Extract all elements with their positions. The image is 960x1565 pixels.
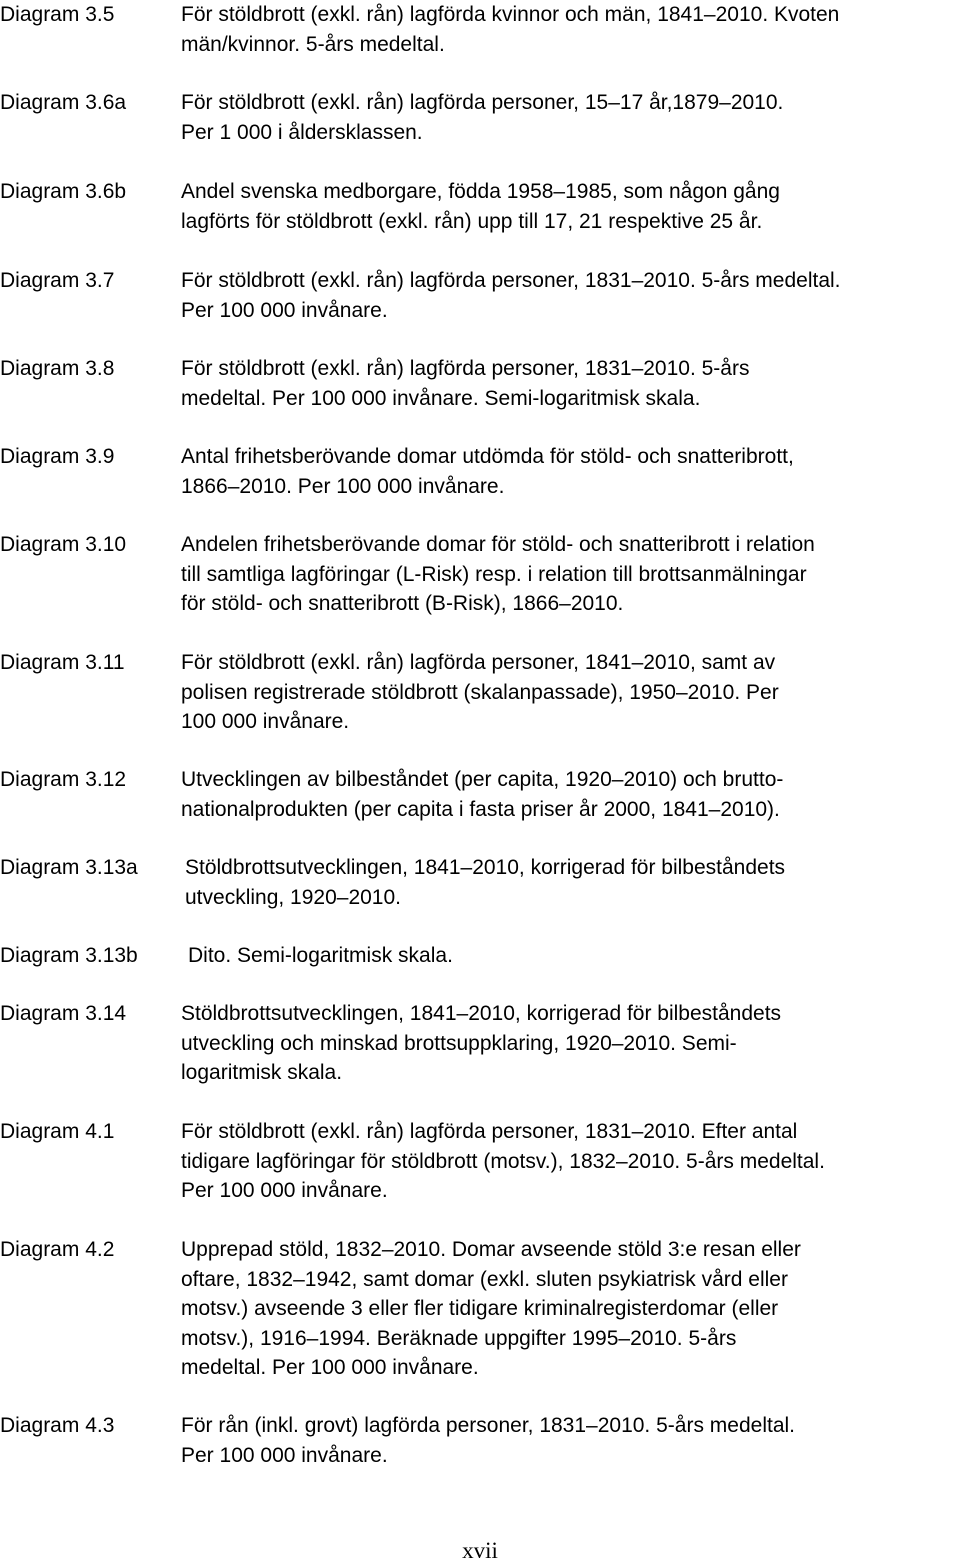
diagram-label: Diagram 3.13b (0, 944, 138, 967)
description-line: Dito. Semi-logaritmisk skala. (188, 944, 453, 967)
diagram-description (181, 266, 960, 325)
description-line: män/kvinnor. 5-års medeltal. (181, 32, 445, 56)
description-line: Stöldbrottsutvecklingen, 1841–2010, korrigerad för bilbeståndets (185, 856, 786, 879)
diagram-description (181, 648, 960, 737)
description-line: logaritmisk skala. (181, 1061, 343, 1084)
diagram-description (181, 88, 960, 147)
description-line: Stöldbrottsutvecklingen, 1841–2010, korrigerad för bilbeståndets (181, 1002, 782, 1025)
diagram-description (181, 530, 960, 619)
description-line: lagförts för stöldbrott (exkl. rån) upp till 17, 21 respektive 25 år. (181, 209, 763, 233)
diagram-description (181, 442, 960, 501)
description-line: Utvecklingen av bilbeståndet (per capita, 1920–2010) och brutto- (181, 768, 784, 791)
description-line: utveckling, 1920–2010. (185, 885, 401, 909)
diagram-label: Diagram 4.1 (0, 1120, 115, 1143)
description-line: medeltal. Per 100 000 invånare. Semi-logaritmisk skala. (181, 386, 701, 410)
diagram-label: Diagram 4.2 (0, 1238, 115, 1261)
description-line: tidigare lagföringar för stöldbrott (motsv.), 1832–2010. 5-års medeltal. (181, 1149, 825, 1173)
diagram-label: Diagram 3.5 (0, 3, 115, 26)
description-line: motsv.), 1916–1994. Beräknade uppgifter 1995–2010. 5-års (181, 1326, 737, 1350)
diagram-label: Diagram 3.8 (0, 357, 115, 380)
description-line: Per 1 000 i åldersklassen. (181, 120, 423, 144)
diagram-label: Diagram 3.11 (0, 651, 125, 674)
description-line: För rån (inkl. grovt) lagförda personer, 1831–2010. 5-års medeltal. (181, 1414, 795, 1437)
description-line: polisen registrerade stöldbrott (skalanpassade), 1950–2010. Per (181, 680, 779, 704)
diagram-label: Diagram 3.9 (0, 445, 115, 468)
diagram-description (188, 941, 960, 971)
description-line: För stöldbrott (exkl. rån) lagförda personer, 1831–2010. Efter antal (181, 1120, 798, 1143)
diagram-label: Diagram 4.3 (0, 1414, 115, 1437)
page-number: xvii (462, 1538, 498, 1563)
description-line: För stöldbrott (exkl. rån) lagförda personer, 1841–2010, samt av (181, 651, 776, 674)
description-line: Upprepad stöld, 1832–2010. Domar avseende stöld 3:e resan eller (181, 1238, 801, 1261)
description-line: För stöldbrott (exkl. rån) lagförda kvinnor och män, 1841–2010. Kvoten (181, 3, 840, 26)
diagram-label: Diagram 3.10 (0, 533, 127, 556)
description-line: Antal frihetsberövande domar utdömda för stöld- och snatteribrott, (181, 445, 794, 468)
diagram-description (181, 1117, 960, 1206)
diagram-description (181, 1411, 960, 1470)
description-line: Per 100 000 invånare. (181, 298, 388, 322)
description-line: För stöldbrott (exkl. rån) lagförda personer, 15–17 år,1879–2010. (181, 91, 784, 114)
diagram-label: Diagram 3.12 (0, 768, 127, 791)
description-line: Andelen frihetsberövande domar för stöld- och snatteribrott i relation (181, 533, 815, 556)
description-line: Per 100 000 invånare. (181, 1179, 388, 1202)
description-line: motsv.) avseende 3 eller fler tidigare kriminalregisterdomar (eller (181, 1297, 779, 1320)
description-line: för stöld- och snatteribrott (B-Risk), 1866–2010. (181, 592, 624, 615)
description-line: 100 000 invånare. (181, 710, 350, 733)
diagram-description (185, 853, 960, 912)
diagram-label: Diagram 3.7 (0, 269, 115, 292)
description-line: Per 100 000 invånare. (181, 1443, 388, 1467)
description-line: nationalprodukten (per capita i fasta priser år 2000, 1841–2010). (181, 797, 780, 821)
diagram-label: Diagram 3.13a (0, 856, 138, 879)
diagram-description (181, 0, 960, 59)
description-line: utveckling och minskad brottsuppklaring, 1920–2010. Semi- (181, 1031, 737, 1055)
diagram-description (181, 999, 960, 1088)
description-line: För stöldbrott (exkl. rån) lagförda personer, 1831–2010. 5-års (181, 357, 750, 380)
diagram-label: Diagram 3.6a (0, 91, 127, 114)
diagram-description (181, 1235, 960, 1383)
description-line: oftare, 1832–1942, samt domar (exkl. sluten psykiatrisk vård eller (181, 1267, 788, 1291)
description-line: För stöldbrott (exkl. rån) lagförda personer, 1831–2010. 5-års medeltal. (181, 269, 841, 292)
description-line: medeltal. Per 100 000 invånare. (181, 1356, 479, 1379)
diagram-description (181, 354, 960, 413)
diagram-label: Diagram 3.6b (0, 180, 127, 203)
description-line: Andel svenska medborgare, födda 1958–1985, som någon gång (181, 180, 780, 203)
diagram-description (181, 177, 960, 236)
diagram-description (181, 765, 960, 824)
diagram-label: Diagram 3.14 (0, 1002, 127, 1025)
description-line: 1866–2010. Per 100 000 invånare. (181, 474, 505, 498)
description-line: till samtliga lagföringar (L-Risk) resp. i relation till brottsanmälningar (181, 562, 807, 586)
